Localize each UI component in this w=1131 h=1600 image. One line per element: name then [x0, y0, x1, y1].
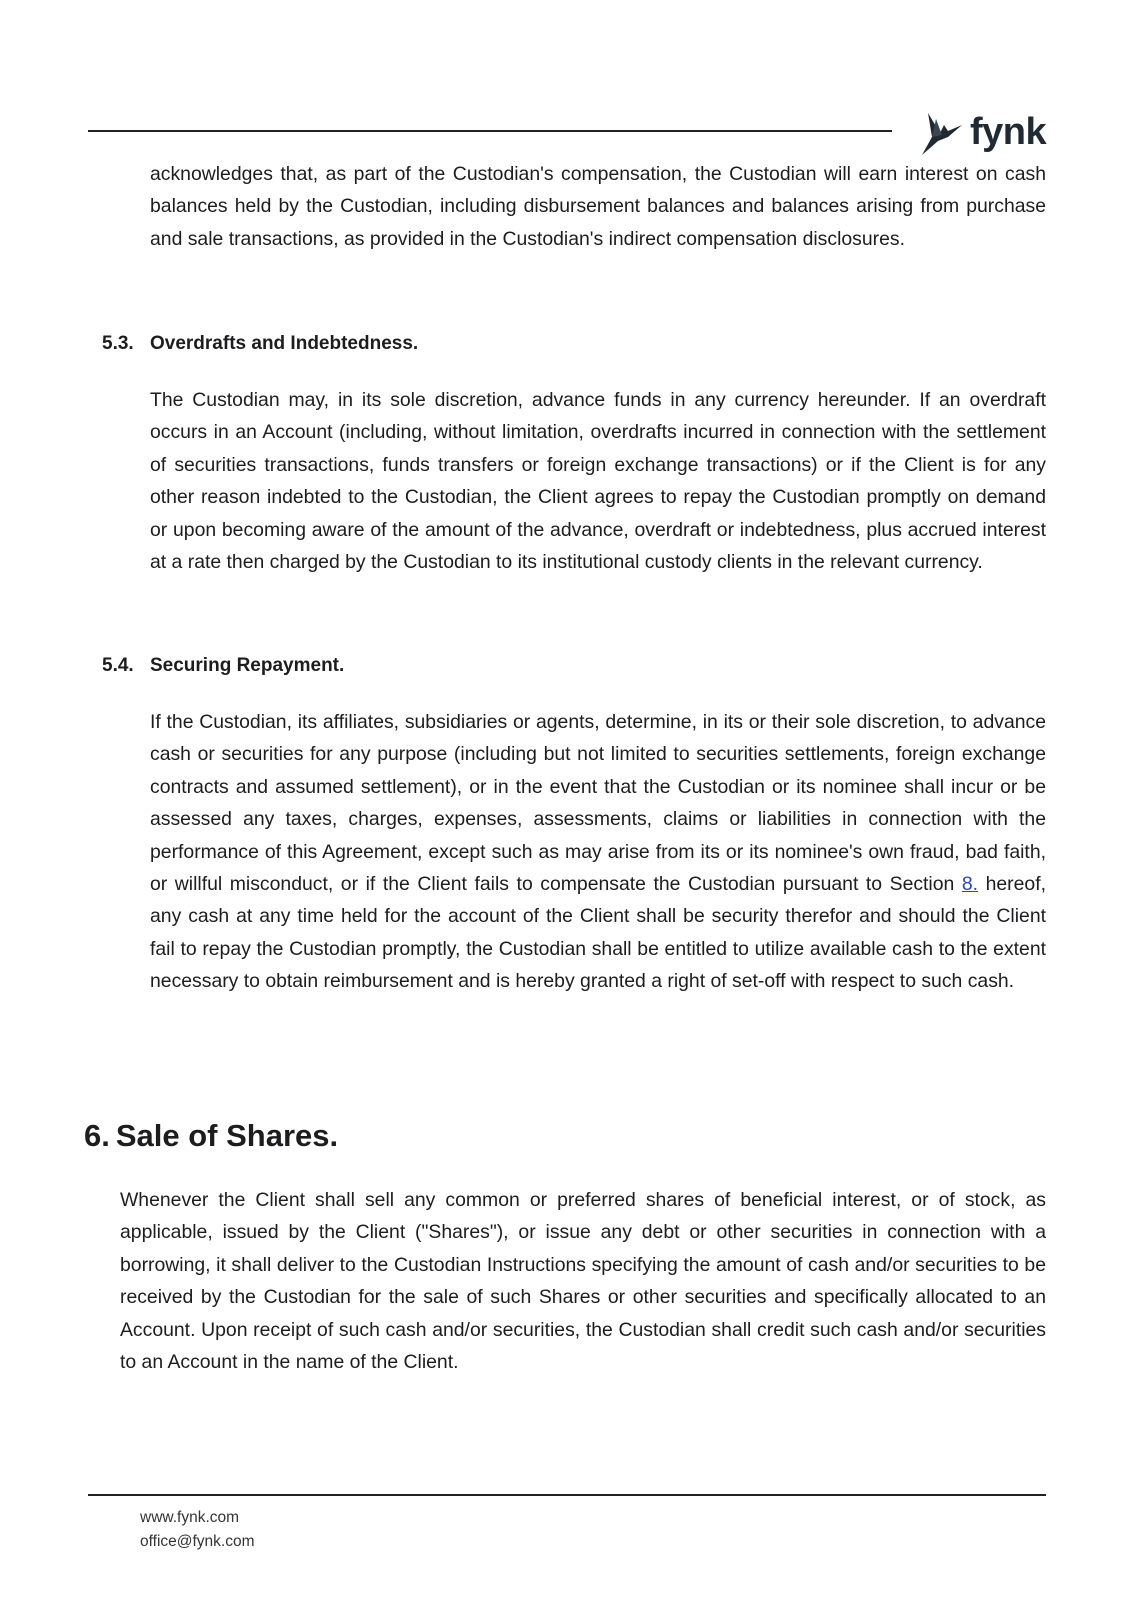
section-6-heading: [84, 1116, 338, 1156]
section-5-3-paragraph: The Custodian may, in its sole discretion, advance funds in any currency hereunder. If an overdraft occurs in an Account (including, without limitation, overdrafts incurred in connection with the settlement of securities transactions, funds transfers or foreign exchange transactions) or if the Client is for any other reason indebted to the Custodian, the Client agrees to repay the Custodian promptly on demand or upon becoming aware of the amount of the advance, overdraft or indebtedness, plus accrued interest at a rate then charged by the Custodian to its institutional custody clients in the relevant currency.: [150, 389, 1046, 574]
footer-website: www.fynk.com: [140, 1509, 240, 1526]
header-divider: [88, 130, 892, 132]
section-5-3-heading: [102, 330, 418, 358]
footer: [140, 1506, 255, 1554]
section-title: Securing Repayment.: [150, 655, 345, 676]
fynk-logo: [918, 104, 1046, 160]
logo-text: fynk: [970, 110, 1047, 153]
section-6-paragraph: Whenever the Client shall sell any common or preferred shares of beneficial interest, or of stock, as applicable, issued by the Client ("Shares"), or issue any debt or other securities in connection with a borrowing, it shall deliver to the Custodian Instructions specifying the amount of cash and/or securities to be received by the Custodian for the sale of such Shares or other securities and specifically allocated to an Account. Upon receipt of such cash and/or securities, the Custodian shall credit such cash and/or securities to an Account in the name of the Client.: [120, 1189, 1046, 1374]
section-number: 5.3.: [102, 333, 134, 354]
paragraph-text: hereof, any cash at any time held for the account of the Client shall be security therefor and should the Client fail to repay the Custodian promptly, the Custodian shall be entitled to utilize available cash to the extent necessary to obtain reimbursement and is hereby granted a right of set-off with respect to such cash.: [150, 873, 1046, 993]
section-title: Overdrafts and Indebtedness.: [150, 333, 419, 354]
bird-mark-icon: [918, 107, 964, 157]
section-number: 5.4.: [102, 655, 134, 676]
section-5-4-paragraph: [150, 706, 1046, 998]
footer-divider: [88, 1494, 1046, 1496]
section-8-link[interactable]: 8.: [961, 873, 979, 896]
section-number: 6.: [84, 1118, 110, 1153]
section-5-4-heading: [102, 652, 344, 680]
intro-paragraph: acknowledges that, as part of the Custodian's compensation, the Custodian will earn interest on cash balances held by the Custodian, including disbursement balances and balances arising from purchase and sale transactions, as provided in the Custodian's indirect compensation disclosures.: [150, 163, 1046, 250]
paragraph-text: If the Custodian, its affiliates, subsidiaries or agents, determine, in its or their sole discretion, to advance cash or securities for any purpose (including but not limited to securities settlements, foreign exchange contracts and assumed settlement), or in the event that the Custodian or its nominee shall incur or be assessed any taxes, charges, expenses, assessments, claims or liabilities in connection with the performance of this Agreement, except such as may arise from its or its nominee's own fraud, bad faith, or willful misconduct, or if the Client fails to compensate the Custodian pursuant to Section: [150, 711, 1046, 896]
footer-email: office@fynk.com: [140, 1533, 255, 1550]
section-title: Sale of Shares.: [115, 1118, 339, 1153]
